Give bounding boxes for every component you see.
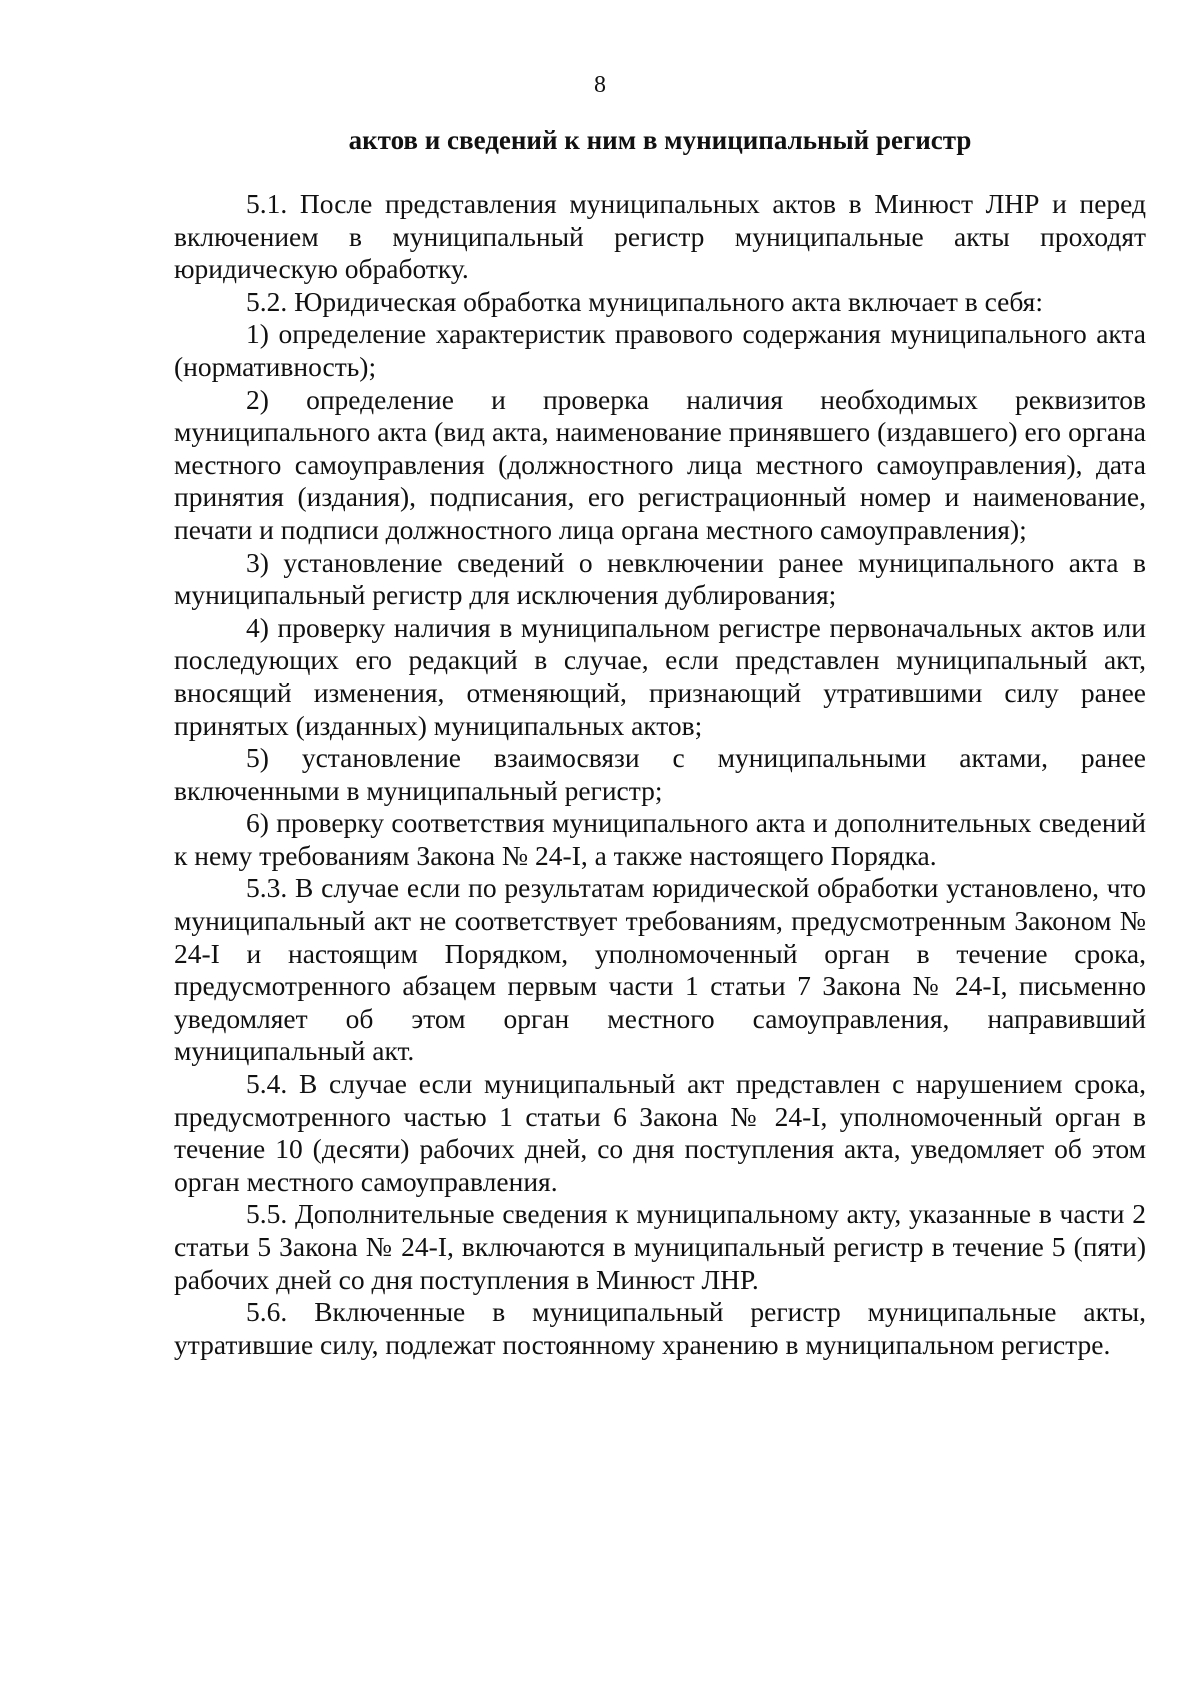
list-item-4: 4) проверку наличия в муниципальном регистре первоначальных актов или последующих его редакций в случае, если представлен муниципальный акт, вносящий изменения, отменяющий, признающий утратившими силу ранее принятых (изданных) муниципальных актов;: [174, 611, 1146, 741]
list-item-3: 3) установление сведений о невключении ранее муниципального акта в муниципальный регистр для исключения дублирования;: [174, 546, 1146, 611]
page-number: 8: [594, 72, 606, 98]
paragraph-5-4: 5.4. В случае если муниципальный акт представлен с нарушением срока, предусмотренного частью 1 статьи 6 Закона № 24-I, уполномоченный орган в течение 10 (десяти) рабочих дней, со дня поступления акта, уведомляет об этом орган местного самоуправления.: [174, 1068, 1146, 1197]
list-item-6: 6) проверку соответствия муниципального акта и дополнительных сведений к нему требованиям Закона № 24-I, а также настоящего Порядка.: [174, 807, 1146, 871]
list-item-5: 5) установление взаимосвязи с муниципальными актами, ранее включенными в муниципальный регистр;: [174, 742, 1146, 806]
paragraph-5-3: 5.3. В случае если по результатам юридической обработки установлено, что муниципальный акт не соответствует требованиям, предусмотренным Законом № 24-I и настоящим Порядком, уполномоченный орган в течение срока, предусмотренного абзацем первым части 1 статьи 7 Закона № 24-I, письменно уведомляет об этом орган местного самоуправления, направивший муниципальный акт.: [174, 872, 1146, 1067]
paragraph-5-1: 5.1. После представления муниципальных актов в Минюст ЛНР и перед включением в муниципальный регистр муниципальные акты проходят юридическую обработку.: [174, 188, 1146, 285]
document-body: [174, 188, 1146, 1361]
list-item-1: 1) определение характеристик правового содержания муниципального акта (нормативность);: [174, 318, 1146, 382]
paragraph-5-5: 5.5. Дополнительные сведения к муниципальному акту, указанные в части 2 статьи 5 Закона № 24-I, включаются в муниципальный регистр в течение 5 (пяти) рабочих дней со дня поступления в Минюст ЛНР.: [174, 1198, 1146, 1295]
list-item-2: 2) определение и проверка наличия необходимых реквизитов муниципального акта (вид акта, наименование принявшего (издавшего) его органа местного самоуправления (должностного лица местного самоуправления), дата принятия (издания), подписания, его регистрационный номер и наименование, печати и подписи должностного лица органа местного самоуправления);: [174, 383, 1146, 545]
paragraph-5-6: 5.6. Включенные в муниципальный регистр муниципальные акты, утратившие силу, подлежат постоянному хранению в муниципальном регистре.: [174, 1296, 1146, 1360]
section-heading: актов и сведений к ним в муниципальный регистр: [348, 125, 972, 155]
paragraph-5-2: 5.2. Юридическая обработка муниципального акта включает в себя:: [246, 285, 1043, 317]
